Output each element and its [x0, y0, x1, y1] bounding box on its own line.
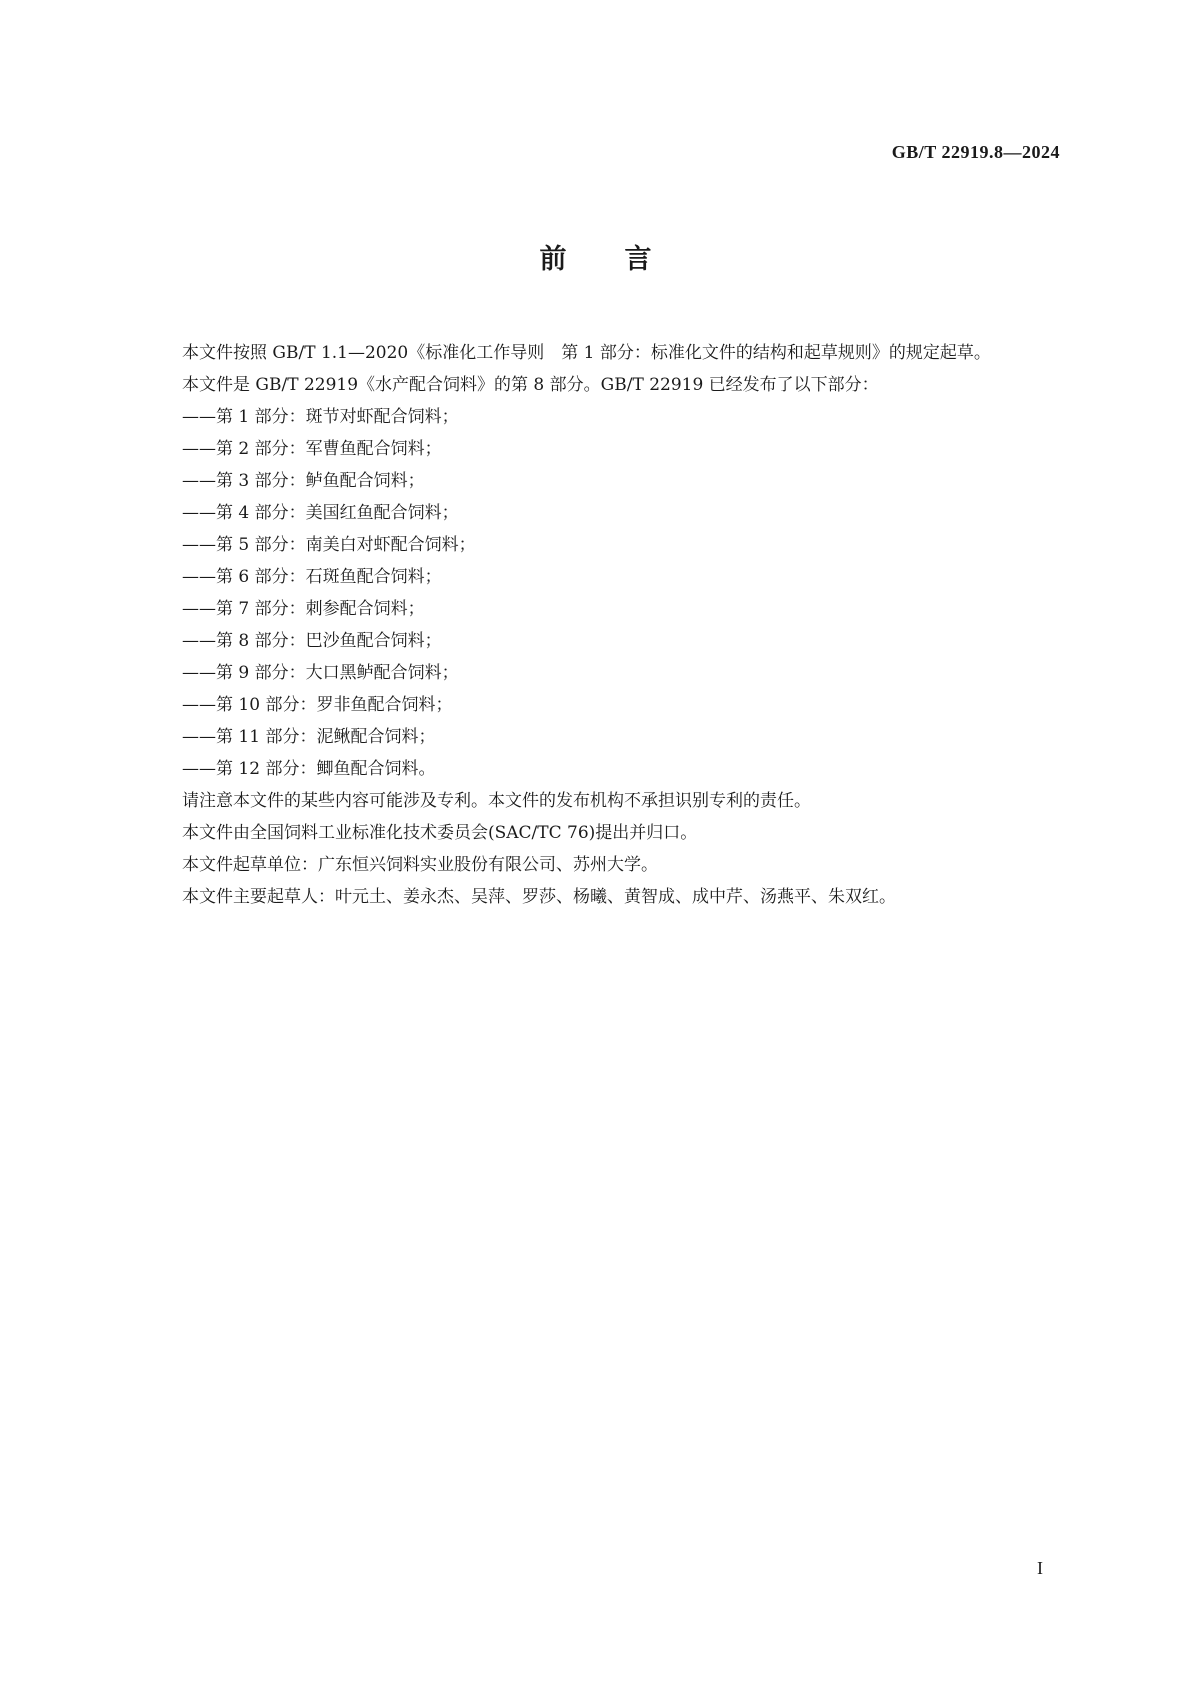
drafters-paragraph: 本文件主要起草人：叶元土、姜永杰、吴萍、罗莎、杨曦、黄智成、成中芹、汤燕平、朱双红。 — [182, 887, 896, 907]
list-item: ——第 12 部分：鲫鱼配合饲料。 — [182, 759, 436, 779]
list-item: ——第 10 部分：罗非鱼配合饲料； — [182, 695, 453, 715]
list-item: ——第 8 部分：巴沙鱼配合饲料； — [182, 631, 442, 651]
page-number: I — [1037, 1558, 1043, 1578]
list-item: ——第 11 部分：泥鳅配合饲料； — [182, 727, 436, 747]
parts-list — [142, 401, 1062, 785]
page-title: 前言 — [539, 244, 710, 275]
list-item: ——第 5 部分：南美白对虾配合饲料； — [182, 535, 476, 555]
drafting-units-paragraph: 本文件起草单位：广东恒兴饲料实业股份有限公司、苏州大学。 — [182, 855, 658, 875]
list-item: ——第 3 部分：鲈鱼配合饲料； — [182, 471, 425, 491]
list-item: ——第 7 部分：刺参配合饲料； — [182, 599, 425, 619]
list-item: ——第 9 部分：大口黑鲈配合饲料； — [182, 663, 459, 683]
list-item: ——第 1 部分：斑节对虾配合饲料； — [182, 407, 459, 427]
standard-code: GB/T 22919.8—2024 — [891, 142, 1060, 162]
foreword-body — [142, 337, 1062, 913]
drafting-basis-paragraph: 本文件按照 GB/T 1.1—2020《标准化工作导则 第 1 部分：标准化文件的结构和起草规则》的规定起草。 — [182, 343, 991, 363]
list-item: ——第 4 部分：美国红鱼配合饲料； — [182, 503, 459, 523]
list-item: ——第 6 部分：石斑鱼配合饲料； — [182, 567, 442, 587]
part-statement-paragraph: 本文件是 GB/T 22919《水产配合饲料》的第 8 部分。GB/T 22919 已经发布了以下部分： — [182, 375, 879, 395]
patent-notice-paragraph: 请注意本文件的某些内容可能涉及专利。本文件的发布机构不承担识别专利的责任。 — [182, 791, 811, 811]
proposer-paragraph: 本文件由全国饲料工业标准化技术委员会(SAC/TC 76)提出并归口。 — [182, 823, 698, 843]
list-item: ——第 2 部分：军曹鱼配合饲料； — [182, 439, 442, 459]
